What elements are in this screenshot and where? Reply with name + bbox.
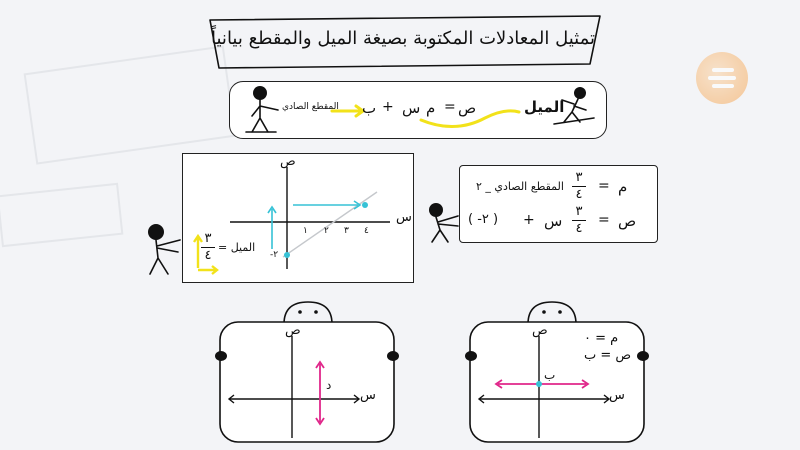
formula-x: س [402,99,421,117]
graph1-slope-num: ٣ [204,231,212,246]
graph1-slope-den: ٤ [204,248,212,263]
slope-word: الميل [524,98,565,116]
graph1-slope-arrows [190,232,220,276]
formula-m: م [426,99,436,117]
info-eq-1: = [598,178,610,194]
graph1-y-tick: -٢ [270,250,279,260]
info-num-2: ٣ [575,204,583,219]
graph1-x-tick-4: ٤ [364,226,369,236]
graph1-line [283,192,377,257]
intercept-word: المقطع الصادي [282,102,339,112]
graph-right-frame [462,298,652,448]
graph-right-point-label: ب [544,368,556,382]
info-num-1: ٣ [575,170,583,185]
graph1-x-tick-1: ١ [303,226,308,236]
info-den-1: ٤ [575,187,583,202]
stick-figure-leaning-left [138,222,188,278]
stick-figure-pushing [424,200,464,246]
graph-right-m-line: م = ٠ [584,331,619,346]
info-den-2: ٤ [575,221,583,236]
graph1-slope-label: الميل = [218,241,256,254]
graph-left-point-label: د [326,378,332,392]
graph1-end-point [362,202,368,208]
page-title: تمثيل المعادلات المكتوبة بصيغة الميل والمقطع بيانياً [211,28,595,49]
info-m: م [618,178,628,196]
formula-plus: + [382,99,394,115]
info-plus: + [523,212,535,228]
stick-figure-skiing [550,84,600,136]
graph1-x-axis-label: س [396,210,412,225]
info-y: ص [618,212,637,230]
slope-curve-underline [415,104,525,130]
info-fraction-2 [572,205,586,236]
graph-right-x-label: س [609,388,625,403]
graph-right-y-label: ص [532,323,548,338]
info-intercept-text: المقطع الصادي _ ٢ [476,180,564,193]
info-eq-2: = [598,212,610,228]
graph-right-b-line: ص = ب [584,348,632,363]
equation-info-box [459,165,658,243]
info-minus-two: ( -٢ ) [468,212,499,227]
formula-equals: = [444,99,456,115]
graph1-x-tick-3: ٣ [344,226,349,236]
graph-right-intercept-point [536,381,542,387]
info-fraction-1 [572,171,586,202]
formula-y: ص [458,99,477,117]
graph-left-x-label: س [360,388,376,403]
graph1-y-axis-label: ص [280,154,296,169]
info-x: س [544,212,563,230]
graph-left-frame [212,298,402,448]
formula-b: ب [362,99,377,117]
graph-left-y-label: ص [285,323,301,338]
logo-mark-icon [696,52,748,104]
graph1-x-tick-2: ٢ [324,226,329,236]
logo [696,52,748,104]
graph1-intercept-point [284,252,290,258]
